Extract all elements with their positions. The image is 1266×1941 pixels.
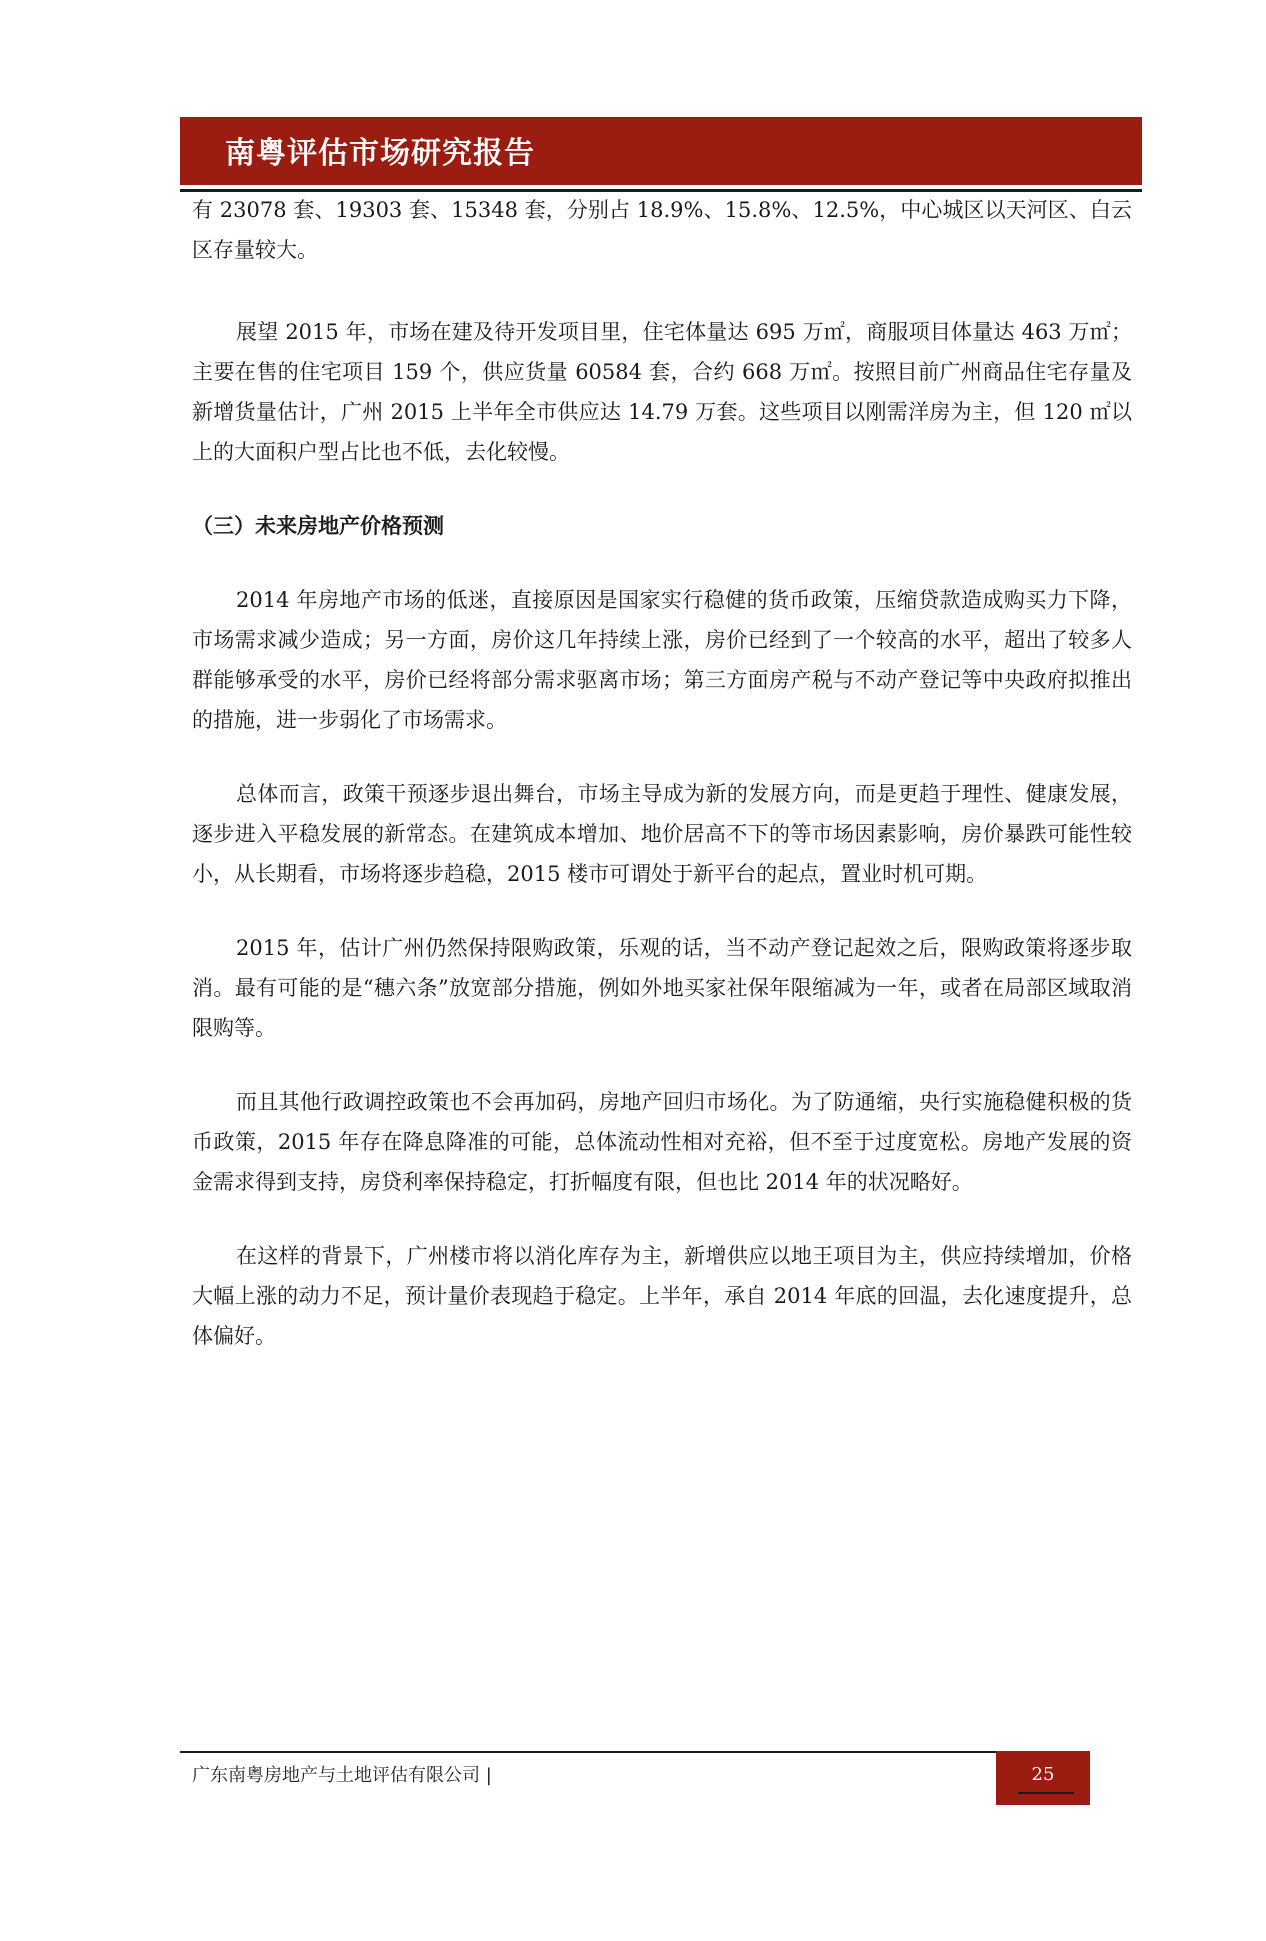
report-title: 南粤评估市场研究报告 — [225, 136, 535, 171]
paragraph-2015-outlook: 展望 2015 年，市场在建及待开发项目里，住宅体量达 695 万㎡，商服项目体量达 463 万㎡；主要在售的住宅项目 159 个，供应货量 60584 套，合约 668 万㎡。按照目前广州商品住宅存量及新增货量估计，广州 2015 上半年全市供应达 14.79 万套。这些项目以刚需洋房为主，但 120 ㎡以上的大面积户型占比也不低，去化较慢。 — [192, 320, 1132, 464]
spacer — [192, 740, 1132, 774]
section-heading: （三）未来房地产价格预测 — [192, 514, 444, 538]
footer-divider — [180, 1751, 1090, 1753]
paragraph-conclusion: 在这样的背景下，广州楼市将以消化库存为主，新增供应以地王项目为主，供应持续增加，价格大幅上涨的动力不足，预计量价表现趋于稳定。上半年，承自 2014 年底的回温，去化速度提升，总体偏好。 — [192, 1244, 1132, 1348]
paragraph-inventory-continuation: 有 23078 套、19303 套、15348 套，分别占 18.9%、15.8%、12.5%，中心城区以天河区、白云区存量较大。 — [192, 198, 1132, 262]
page-number: 25 — [1031, 1764, 1055, 1785]
page-number-badge — [996, 1751, 1090, 1805]
spacer — [192, 1048, 1132, 1082]
spacer — [192, 546, 1132, 580]
spacer — [192, 270, 1132, 312]
paragraph-monetary-policy: 而且其他行政调控政策也不会再加码，房地产回归市场化。为了防通缩，央行实施稳健积极的货币政策，2015 年存在降息降准的可能，总体流动性相对充裕，但不至于过度宽松。房地产发展的资金需求得到支持，房贷利率保持稳定，打折幅度有限，但也比 2014 年的状况略好。 — [192, 1090, 1132, 1194]
spacer — [192, 894, 1132, 928]
page-body — [192, 190, 1132, 1356]
spacer — [192, 472, 1132, 506]
paragraph-2014-market: 2014 年房地产市场的低迷，直接原因是国家实行稳健的货币政策，压缩贷款造成购买力下降，市场需求减少造成；另一方面，房价这几年持续上涨，房价已经到了一个较高的水平，超出了较多人群能够承受的水平，房价已经将部分需求驱离市场；第三方面房产税与不动产登记等中央政府拟推出的措施，进一步弱化了市场需求。 — [192, 588, 1132, 732]
paragraph-overall: 总体而言，政策干预逐步退出舞台，市场主导成为新的发展方向，而是更趋于理性、健康发展，逐步进入平稳发展的新常态。在建筑成本增加、地价居高不下的等市场因素影响，房价暴跌可能性较小，从长期看，市场将逐步趋稳，2015 楼市可谓处于新平台的起点，置业时机可期。 — [192, 782, 1132, 886]
paragraph-purchase-restriction: 2015 年，估计广州仍然保持限购政策，乐观的话，当不动产登记起效之后，限购政策将逐步取消。最有可能的是“穗六条”放宽部分措施，例如外地买家社保年限缩减为一年，或者在局部区域取消限购等。 — [192, 936, 1132, 1040]
page-number-underline — [1018, 1792, 1074, 1794]
footer-company-name: 广东南粤房地产与土地评估有限公司 | — [192, 1765, 492, 1786]
spacer — [192, 1202, 1132, 1236]
